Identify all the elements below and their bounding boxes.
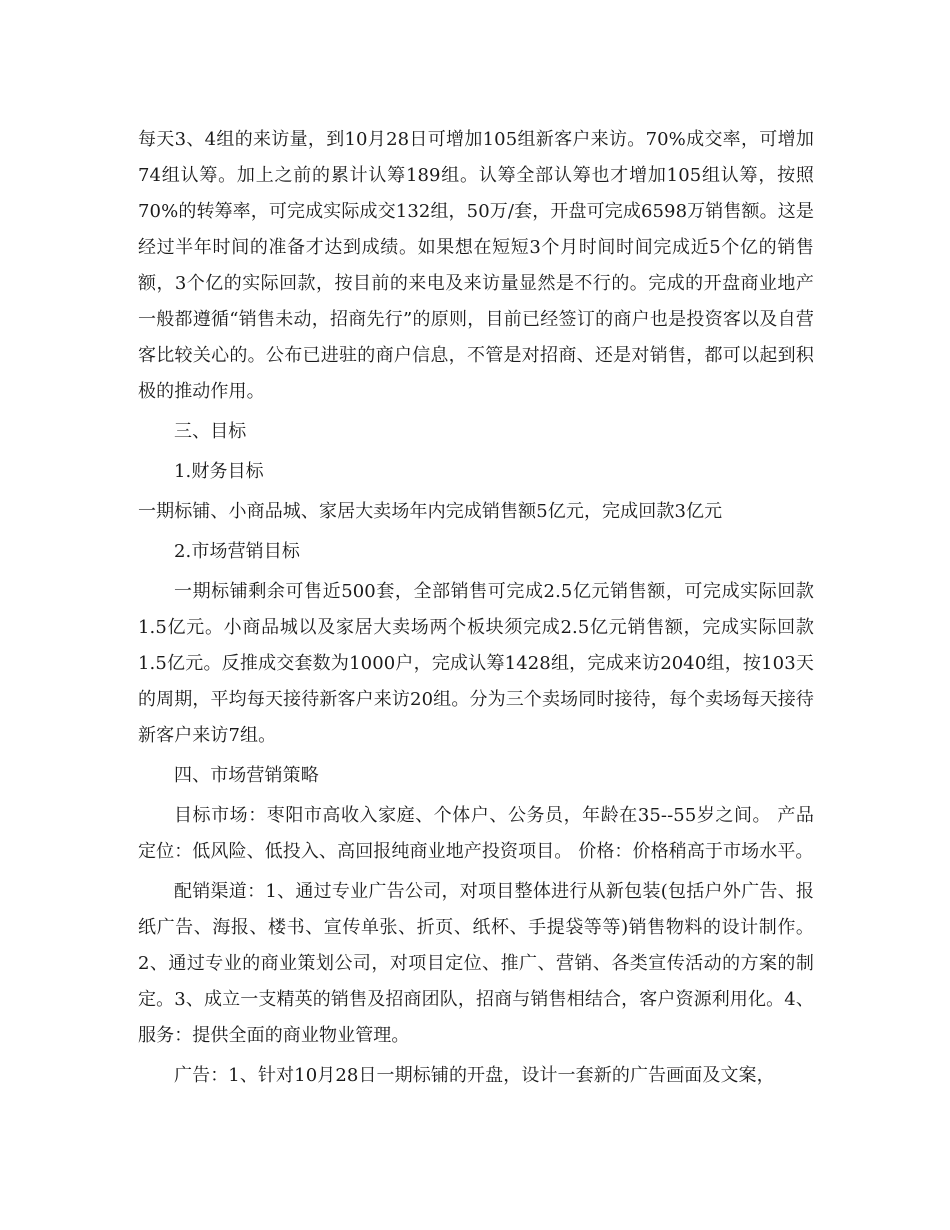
paragraph-distribution-channels: 配销渠道：1、通过专业广告公司，对项目整体进行从新包装(包括户外广告、报纸广告、海报、楼书、宣传单张、折页、纸杯、手提袋等等)销售物料的设计制作。2、通过专业的商业策划公司，对项目定位、推广、营销、各类宣传活动的方案的制定。3、成立一支精英的销售及招商团队，招商与销售相结合，客户资源利用化。4、服务：提供全面的商业物业管理。 <box>138 881 814 1046</box>
paragraph-sales-analysis: 每天3、4组的来访量，到10月28日可增加105组新客户来访。70%成交率，可增加74组认筹。加上之前的累计认筹189组。认筹全部认筹也才增加105组认筹，按照70%的转筹率，可完成实际成交132组，50万/套，开盘可完成6598万销售额。这是经过半年时间的准备才达到成绩。如果想在短短3个月时间时间完成近5个亿的销售额，3个亿的实际回款，按目前的来电及来访量显然是不行的。完成的开盘商业地产一般都遵循“销售未动，招商先行”的原则，目前已经签订的商户也是投资客以及自营客比较关心的。公布已进驻的商户信息，不管是对招商、还是对销售，都可以起到积极的推动作用。 <box>138 129 814 402</box>
section-heading-goals: 三、目标 <box>174 421 247 442</box>
paragraph-advertising: 广告：1、针对10月28日一期标铺的开盘，设计一套新的广告画面及文案， <box>174 1065 775 1086</box>
section-heading-marketing-strategy: 四、市场营销策略 <box>174 765 319 786</box>
paragraph-target-market: 目标市场：枣阳市高收入家庭、个体户、公务员，年龄在35--55岁之间。 产品定位：低风险、低投入、高回报纯商业地产投资项目。 价格：价格稍高于市场水平。 <box>138 805 814 862</box>
document-body <box>138 122 814 1094</box>
subheading-marketing-goals: 2.市场营销目标 <box>174 541 300 562</box>
paragraph-financial-goals: 一期标铺、小商品城、家居大卖场年内完成销售额5亿元，完成回款3亿元 <box>138 501 723 522</box>
paragraph-marketing-goals: 一期标铺剩余可售近500套，全部销售可完成2.5亿元销售额，可完成实际回款1.5亿元。小商品城以及家居大卖场两个板块须完成2.5亿元销售额，完成实际回款1.5亿元。反推成交套数为1000户，完成认筹1428组，完成来访2040组，按103天的周期，平均每天接待新客户来访20组。分为三个卖场同时接待，每个卖场每天接待新客户来访7组。 <box>138 581 814 746</box>
subheading-financial-goals: 1.财务目标 <box>174 461 264 482</box>
